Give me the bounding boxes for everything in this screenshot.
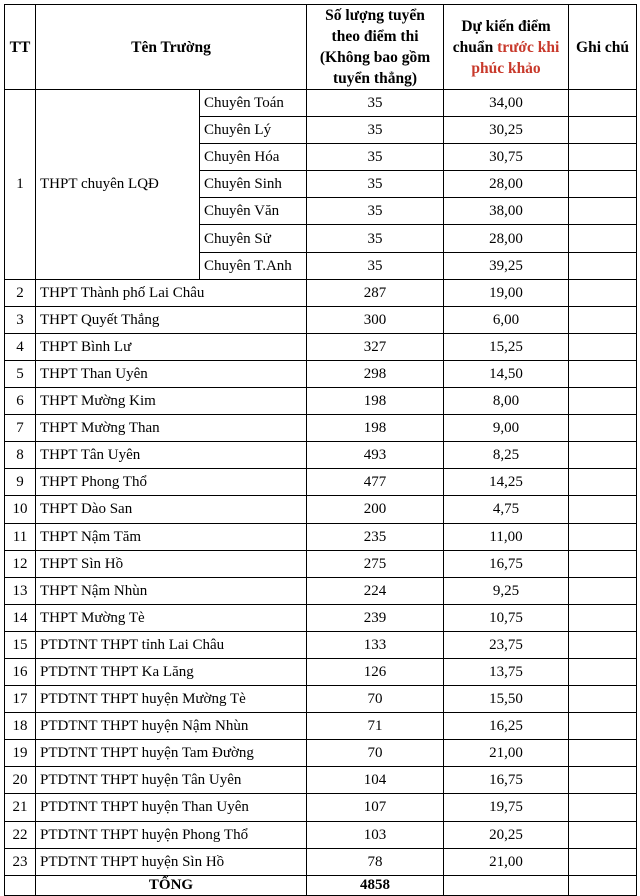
row-quota: 224 [307, 577, 444, 604]
row-school-name: THPT Nậm Nhùn [36, 577, 307, 604]
row-subject: Chuyên Sinh [200, 171, 307, 198]
row-quota: 493 [307, 442, 444, 469]
table-row [5, 821, 637, 848]
row-tt: 11 [5, 523, 36, 550]
header-school: Tên Trường [36, 5, 307, 90]
row-score: 9,00 [444, 415, 569, 442]
header-score-highlight: phúc khảo [471, 59, 541, 77]
row-tt: 4 [5, 333, 36, 360]
table-row [5, 767, 637, 794]
row-tt: 10 [5, 496, 36, 523]
row-tt: 22 [5, 821, 36, 848]
header-score [444, 5, 569, 90]
total-score [444, 875, 569, 895]
table-row [5, 360, 637, 387]
row-note [569, 848, 637, 875]
row-score: 28,00 [444, 171, 569, 198]
row-quota: 298 [307, 360, 444, 387]
row-quota: 198 [307, 388, 444, 415]
row-score: 20,25 [444, 821, 569, 848]
row-subject: Chuyên Lý [200, 117, 307, 144]
row-school-name: THPT Sìn Hồ [36, 550, 307, 577]
total-tt [5, 875, 36, 895]
row-tt: 6 [5, 388, 36, 415]
row-quota: 70 [307, 686, 444, 713]
row-tt: 7 [5, 415, 36, 442]
table-row [5, 604, 637, 631]
header-score-highlight: trước khi [497, 38, 560, 56]
row-score: 30,75 [444, 144, 569, 171]
row-subject: Chuyên Toán [200, 90, 307, 117]
row-tt: 20 [5, 767, 36, 794]
row-tt: 12 [5, 550, 36, 577]
row-note [569, 631, 637, 658]
header-quota [307, 5, 444, 90]
row-note [569, 171, 637, 198]
row-note [569, 469, 637, 496]
row-tt: 19 [5, 740, 36, 767]
row-note [569, 713, 637, 740]
row-score: 14,25 [444, 469, 569, 496]
row-quota: 70 [307, 740, 444, 767]
table-row [5, 631, 637, 658]
row-score: 8,25 [444, 442, 569, 469]
table-row [5, 848, 637, 875]
row-score: 9,25 [444, 577, 569, 604]
row-score: 8,00 [444, 388, 569, 415]
header-quota-line: Số lượng tuyển [325, 7, 425, 24]
row-score: 16,25 [444, 713, 569, 740]
row-note [569, 523, 637, 550]
row-score: 28,00 [444, 225, 569, 252]
row-school-name: THPT Phong Thổ [36, 469, 307, 496]
table-row [5, 496, 637, 523]
row-school-name: THPT Mường Kim [36, 388, 307, 415]
header-quota-line: theo điểm thi [331, 28, 419, 45]
header-quota-line: (Không bao gồm [319, 49, 431, 66]
row-school-name: PTDTNT THPT huyện Tân Uyên [36, 767, 307, 794]
row-score: 39,25 [444, 252, 569, 279]
row-quota: 126 [307, 658, 444, 685]
table-row [5, 415, 637, 442]
row-school-name: PTDTNT THPT huyện Nậm Nhùn [36, 713, 307, 740]
row-quota: 235 [307, 523, 444, 550]
row-quota: 35 [307, 117, 444, 144]
row-note [569, 577, 637, 604]
row-tt: 23 [5, 848, 36, 875]
table-row [5, 713, 637, 740]
header-tt: TT [5, 5, 36, 90]
row-quota: 35 [307, 252, 444, 279]
row-quota: 78 [307, 848, 444, 875]
row-score: 21,00 [444, 848, 569, 875]
row-note [569, 306, 637, 333]
header-quota-line: tuyển thẳng) [333, 70, 417, 87]
row-subject: Chuyên Văn [200, 198, 307, 225]
row-note [569, 279, 637, 306]
row-school-name: THPT Bình Lư [36, 333, 307, 360]
row-quota: 327 [307, 333, 444, 360]
row-note [569, 117, 637, 144]
table-row [5, 577, 637, 604]
row-school-name: THPT Tân Uyên [36, 442, 307, 469]
table-row [5, 469, 637, 496]
row-note [569, 225, 637, 252]
row-school-name: THPT Quyết Thắng [36, 306, 307, 333]
row-note [569, 604, 637, 631]
row-school-name: PTDTNT THPT huyện Phong Thổ [36, 821, 307, 848]
row-quota: 104 [307, 767, 444, 794]
row-score: 4,75 [444, 496, 569, 523]
row-note [569, 821, 637, 848]
row-note [569, 767, 637, 794]
row-quota: 200 [307, 496, 444, 523]
total-note [569, 875, 637, 895]
row-tt: 21 [5, 794, 36, 821]
header-note: Ghi chú [569, 5, 637, 90]
table-row [5, 333, 637, 360]
row-tt: 14 [5, 604, 36, 631]
row-score: 34,00 [444, 90, 569, 117]
row-quota: 477 [307, 469, 444, 496]
row-tt: 8 [5, 442, 36, 469]
row-note [569, 658, 637, 685]
table-row [5, 550, 637, 577]
row-school-name: PTDTNT THPT huyện Mường Tè [36, 686, 307, 713]
row-quota: 35 [307, 144, 444, 171]
row-school-name: PTDTNT THPT huyện Tam Đường [36, 740, 307, 767]
row-score: 19,75 [444, 794, 569, 821]
row-quota: 35 [307, 171, 444, 198]
row-tt: 9 [5, 469, 36, 496]
row-school-name: THPT chuyên LQĐ [36, 90, 200, 280]
row-quota: 107 [307, 794, 444, 821]
row-score: 11,00 [444, 523, 569, 550]
table-row [5, 90, 637, 117]
row-note [569, 198, 637, 225]
row-score: 38,00 [444, 198, 569, 225]
row-school-name: THPT Dào San [36, 496, 307, 523]
row-quota: 71 [307, 713, 444, 740]
row-quota: 198 [307, 415, 444, 442]
header-score-text: chuẩn [452, 38, 498, 56]
row-school-name: THPT Than Uyên [36, 360, 307, 387]
row-note [569, 550, 637, 577]
row-score: 15,25 [444, 333, 569, 360]
row-school-name: THPT Mường Than [36, 415, 307, 442]
row-tt: 2 [5, 279, 36, 306]
row-quota: 300 [307, 306, 444, 333]
row-note [569, 496, 637, 523]
table-row [5, 686, 637, 713]
row-quota: 239 [307, 604, 444, 631]
row-score: 16,75 [444, 767, 569, 794]
admission-score-table [4, 4, 637, 896]
row-note [569, 740, 637, 767]
row-tt: 18 [5, 713, 36, 740]
row-note [569, 144, 637, 171]
row-subject: Chuyên Sử [200, 225, 307, 252]
row-score: 13,75 [444, 658, 569, 685]
row-quota: 103 [307, 821, 444, 848]
row-school-name: PTDTNT THPT Ka Lăng [36, 658, 307, 685]
row-tt: 17 [5, 686, 36, 713]
row-note [569, 360, 637, 387]
row-score: 30,25 [444, 117, 569, 144]
row-note [569, 252, 637, 279]
row-subject: Chuyên T.Anh [200, 252, 307, 279]
row-tt: 16 [5, 658, 36, 685]
row-tt: 5 [5, 360, 36, 387]
table-row [5, 442, 637, 469]
row-quota: 133 [307, 631, 444, 658]
table-row [5, 523, 637, 550]
row-quota: 287 [307, 279, 444, 306]
row-score: 16,75 [444, 550, 569, 577]
row-quota: 35 [307, 198, 444, 225]
row-score: 23,75 [444, 631, 569, 658]
header-score-text: Dự kiến điểm [461, 17, 551, 35]
row-tt: 13 [5, 577, 36, 604]
row-quota: 275 [307, 550, 444, 577]
row-score: 19,00 [444, 279, 569, 306]
total-row [5, 875, 637, 895]
row-score: 15,50 [444, 686, 569, 713]
table-row [5, 658, 637, 685]
row-quota: 35 [307, 90, 444, 117]
row-school-name: THPT Mường Tè [36, 604, 307, 631]
row-score: 14,50 [444, 360, 569, 387]
row-note [569, 90, 637, 117]
row-note [569, 388, 637, 415]
row-tt: 1 [5, 90, 36, 280]
table-row [5, 279, 637, 306]
row-school-name: PTDTNT THPT huyện Sìn Hồ [36, 848, 307, 875]
table-row [5, 306, 637, 333]
header-row [5, 5, 637, 90]
row-school-name: PTDTNT THPT tỉnh Lai Châu [36, 631, 307, 658]
row-subject: Chuyên Hóa [200, 144, 307, 171]
total-quota: 4858 [307, 875, 444, 895]
table-row [5, 388, 637, 415]
row-note [569, 794, 637, 821]
row-school-name: THPT Nậm Tăm [36, 523, 307, 550]
total-label: TỔNG [36, 875, 307, 895]
row-score: 6,00 [444, 306, 569, 333]
row-quota: 35 [307, 225, 444, 252]
row-school-name: THPT Thành phố Lai Châu [36, 279, 307, 306]
row-tt: 15 [5, 631, 36, 658]
row-school-name: PTDTNT THPT huyện Than Uyên [36, 794, 307, 821]
row-score: 21,00 [444, 740, 569, 767]
row-score: 10,75 [444, 604, 569, 631]
row-note [569, 333, 637, 360]
table-row [5, 740, 637, 767]
row-note [569, 415, 637, 442]
table-row [5, 794, 637, 821]
row-note [569, 686, 637, 713]
row-note [569, 442, 637, 469]
row-tt: 3 [5, 306, 36, 333]
